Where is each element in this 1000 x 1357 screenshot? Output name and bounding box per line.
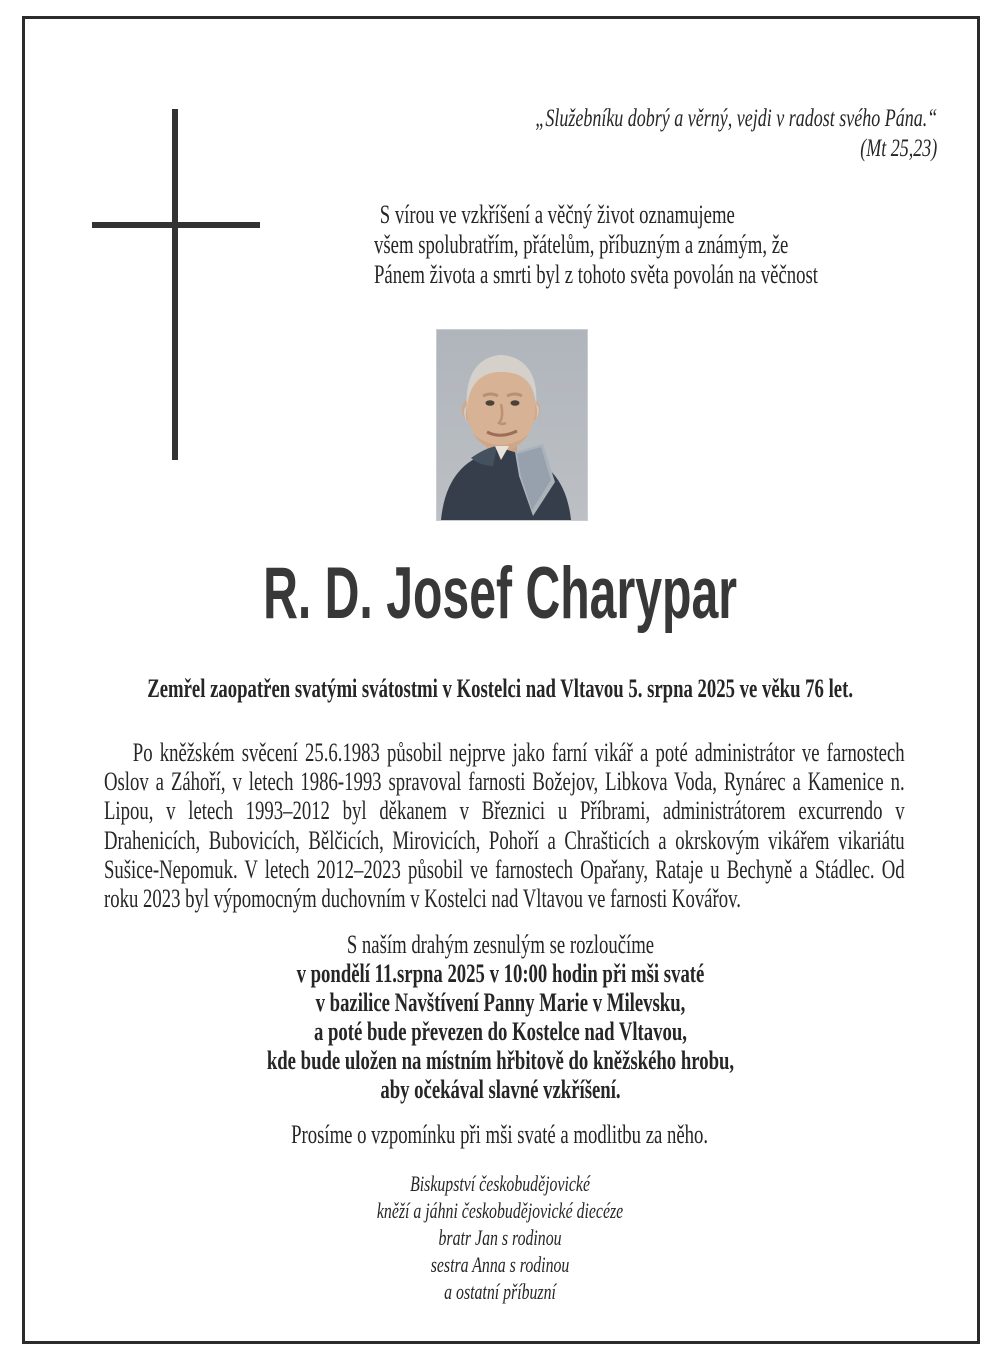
intro-line: Pánem života a smrti byl z tohoto světa povolán na věčnost: [374, 260, 818, 289]
farewell-detail-line: aby očekával slavné vzkříšení.: [379, 1075, 621, 1104]
cross-horizontal-bar: [92, 222, 260, 228]
portrait-photo: [437, 330, 587, 520]
portrait-illustration: [437, 330, 587, 520]
mourner-line: kněží a jáhni českobudějovické diecéze: [376, 1198, 624, 1223]
farewell-detail-line: a poté bude převezen do Kostelce nad Vltavou,: [313, 1017, 687, 1046]
quote-reference: (Mt 25,23): [860, 135, 937, 162]
farewell-detail-line: v bazilice Navštívení Panny Marie v Milevsku,: [315, 988, 685, 1017]
farewell-section: [0, 930, 1000, 1104]
intro-line: S vírou ve vzkříšení a věčný život oznamujeme: [379, 200, 735, 229]
intro-line: všem spolubratřím, přátelům, příbuzným a známým, že: [374, 230, 789, 259]
mourner-line: Biskupství českobudějovické: [410, 1171, 590, 1196]
mourner-line: bratr Jan s rodinou: [438, 1225, 562, 1250]
mourner-line: sestra Anna s rodinou: [430, 1252, 570, 1277]
mourner-line: a ostatní příbuzní: [444, 1279, 556, 1304]
memorial-quote: [379, 104, 937, 164]
farewell-intro-line: S naším drahým zesnulým se rozloučíme: [346, 930, 654, 959]
death-notice-line: Zemřel zaopatřen svatými svátostmi v Kostelci nad Vltavou 5. srpna 2025 ve věku 76 let.: [147, 674, 853, 703]
deceased-name: R. D. Josef Charypar: [263, 553, 737, 634]
mourners-list: [0, 1170, 1000, 1305]
cross-vertical-bar: [172, 109, 178, 460]
prayer-request-line: Prosíme o vzpomínku při mši svaté a modlitbu za něho.: [291, 1120, 709, 1149]
farewell-detail-line: kde bude uložen na místním hřbitově do kněžského hrobu,: [266, 1046, 734, 1075]
quote-text: „Služebníku dobrý a věrný, vejdi v radost svého Pána.“: [535, 105, 937, 132]
announcement-intro: [374, 200, 991, 290]
biography-paragraph: Po kněžském svěcení 25.6.1983 působil nejprve jako farní vikář a poté administrátor ve farnostech Oslov a Záhoří, v letech 1986-1993 spravoval farnosti Božejov, Libkova Voda, Rynárec a Kamenice n. Lipou, v letech 1993–2012 byl děkanem v Březnici u Příbrami, administrátorem excurrendo v Drahenicích, Bubovicích, Bělčicích, Mirovicích, Pohoří a Chrašticích a okrskovým vikářem vikariátu Sušice-Nepomuk. V letech 2012–2023 působil ve farnostech Opařany, Rataje u Bechyně a Stádlec. Od roku 2023 byl výpomocným duchovním v Kostelci nad Vltavou ve farnosti Kovářov.: [104, 738, 905, 914]
farewell-detail-line: v pondělí 11.srpna 2025 v 10:00 hodin při mši svaté: [296, 959, 704, 988]
